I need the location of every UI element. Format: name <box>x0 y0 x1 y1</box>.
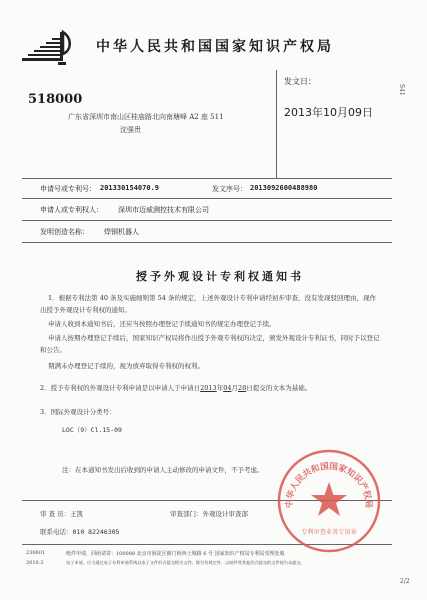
seal-ring-text: 中华人民共和国国家知识产权局 <box>284 461 374 509</box>
para2-suffix: 日提交的文本为基础。 <box>246 384 312 392</box>
para2-prefix: 2．授予专利权的外观设计专利申请是以申请人于申请日 <box>40 384 201 392</box>
examiner-dept: 审查部门：外观设计审查部 <box>170 510 248 518</box>
design-label: 发明创造名称： <box>40 228 89 236</box>
footer-line2: 电子申请，应当通过电子专利申请系统以电子文件形式提交相关文件。除另有规定外，以纸件等其他形式提交的文件视为未提交。 <box>66 560 305 565</box>
footer-code2: 2010.2 <box>26 560 44 566</box>
dispatch-date: 2013年10月09日 <box>284 106 373 119</box>
box-divider <box>276 70 277 178</box>
side-mark: S41 <box>398 84 405 96</box>
para2-month-unit: 月 <box>231 384 238 392</box>
serial-no: 2013092600488980 <box>250 184 318 192</box>
para2-month: 04 <box>223 384 232 392</box>
page-number: 2/2 <box>400 578 410 585</box>
para1c-line2: 和公告。 <box>40 346 66 354</box>
para3: 3．国际外观设计分类号： <box>40 408 116 416</box>
examiner-phone <box>40 528 119 537</box>
phone-number: 010 82246305 <box>72 528 120 536</box>
recipient-name: 沈强贵 <box>120 126 141 134</box>
remark-text: 在本通知书发出后收到的申请人主动修改的申请文件，不予考虑。 <box>75 466 264 474</box>
para2 <box>40 384 311 393</box>
examiner <box>40 510 83 519</box>
postcode: 518000 <box>28 92 83 107</box>
examiner-name: 王凯 <box>70 510 84 518</box>
para1c-line1: 申请人按期办理登记手续后，国家知识产权局将作出授予外观专利权的决定，颁发外观设计专利证书，同时予以登记 <box>48 334 380 342</box>
recipient-address: 广东省深圳市南山区桂庙路北向南塘峰 A2 座 511 <box>68 113 224 121</box>
app-no: 201330154070.9 <box>100 184 160 192</box>
para1-line1: 1．根据专利法第 40 条及实施细则第 54 条的规定，上述外观设计专利申请经初步审查，没有发现驳回理由，现作 <box>48 294 376 302</box>
official-seal-icon <box>276 448 382 554</box>
para1-line2: 出授予外观设计专利权的通知。 <box>40 306 131 314</box>
design-name: 焊钢机器人 <box>104 228 139 236</box>
app-no-label: 申请号或专利号： <box>40 185 96 193</box>
remark-mark: 注： <box>62 466 75 474</box>
phone-label: 联系电话： <box>40 528 73 536</box>
rule-3 <box>22 242 392 243</box>
para2-year: 2013 <box>200 384 217 392</box>
rule-1 <box>22 198 392 199</box>
footer-code1: 230601 <box>26 550 46 556</box>
rule-2 <box>22 220 392 221</box>
para2-year-unit: 年 <box>216 384 224 392</box>
para1b: 申请人收到本通知书后，还应当按照办理登记手续通知书的规定办理登记手续。 <box>48 320 276 328</box>
examiner-label: 审 查 员： <box>40 510 71 518</box>
notice-title: 授予外观设计专利权通知书 <box>136 270 304 283</box>
applicant-name: 深圳市迈威测控技术有限公司 <box>118 206 209 214</box>
remark <box>62 466 264 475</box>
para2-day: 28 <box>237 384 247 392</box>
serial-label: 发文序号： <box>212 185 247 193</box>
loc-classification: LOC（9）Cl.15-09 <box>62 426 122 434</box>
footer-line1: 纸件申请，回函请寄：100088 北京市海淀区蓟门桥西土城路 6 号 国家知识产权局专利局受理处收 <box>66 551 285 557</box>
dispatch-date-label: 发文日： <box>284 77 316 86</box>
rule-top <box>22 178 392 179</box>
seal-sub-text: 专利审查业务专用章 <box>301 529 357 536</box>
sipo-logo-icon <box>20 28 72 68</box>
applicant-label: 申请人或专利权人： <box>40 206 103 214</box>
para1d: 期满未办理登记手续的，视为放弃取得专利权的权利。 <box>48 362 204 370</box>
office-name: 中华人民共和国国家知识产权局 <box>96 39 334 55</box>
